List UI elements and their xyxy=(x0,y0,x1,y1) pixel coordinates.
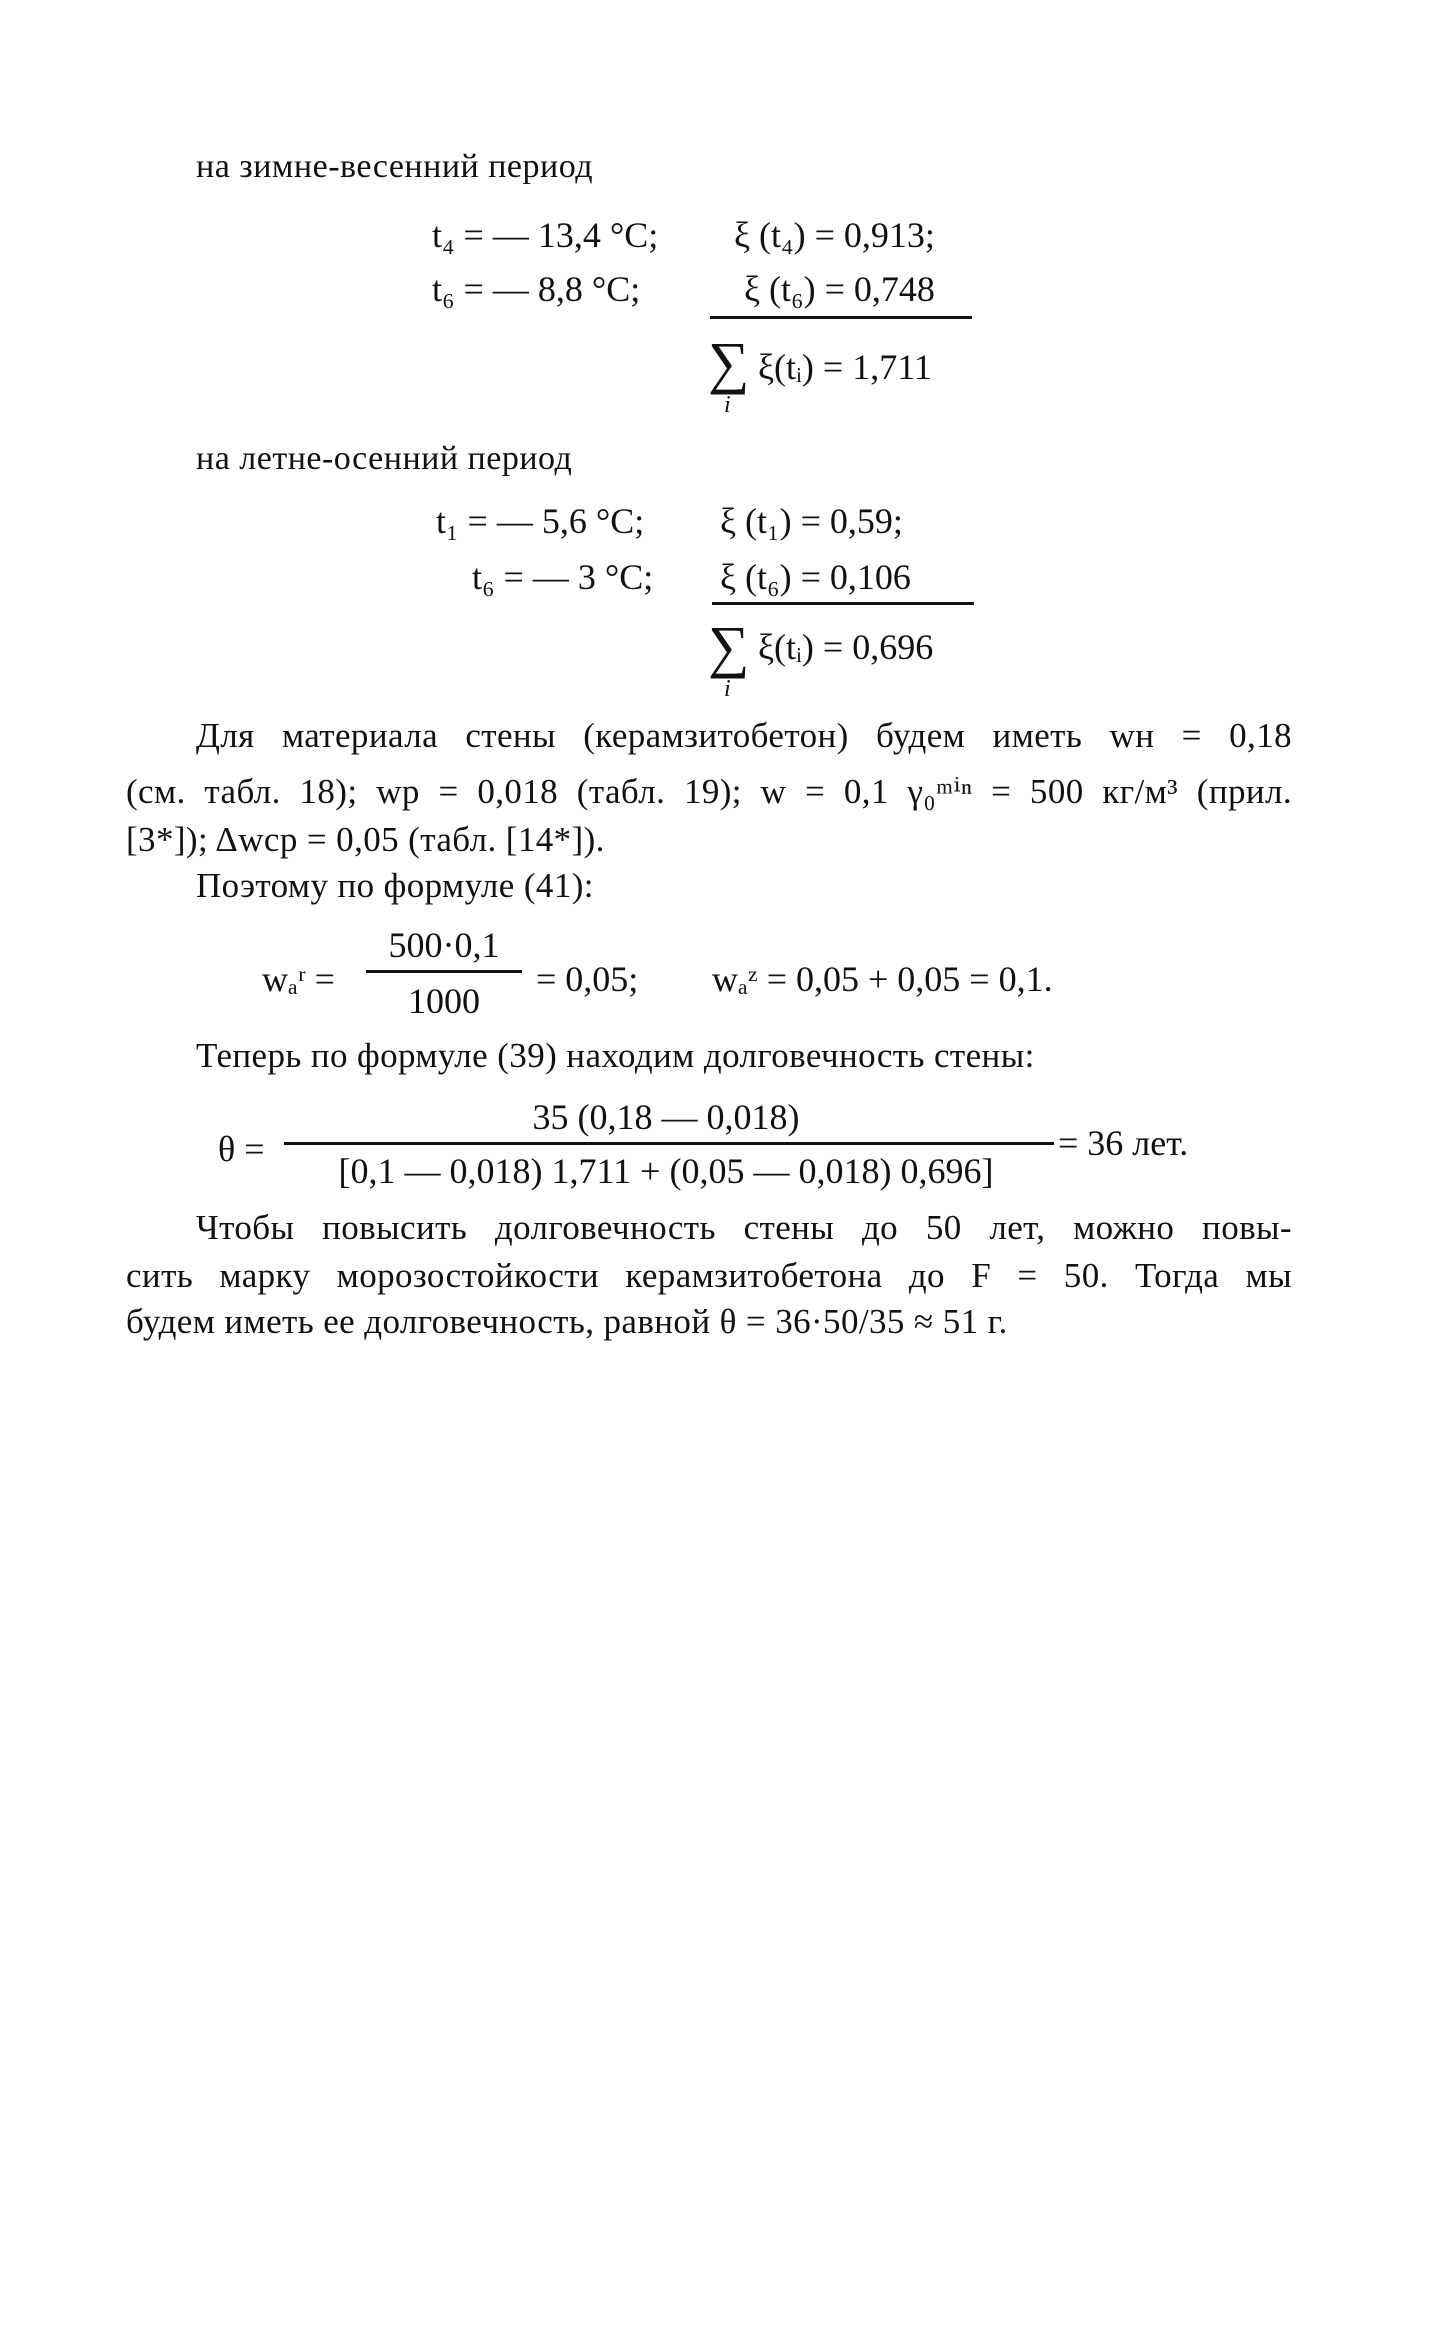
winter-sum-result: ξ(tᵢ) = 1,711 xyxy=(758,347,932,387)
formula39-result: = 36 лет. xyxy=(1058,1123,1189,1163)
summer-sum-result: ξ(tᵢ) = 0,696 xyxy=(758,627,934,667)
winter-sigma-symbol: ∑ xyxy=(708,330,750,395)
formula41-left-symbol: wₐʳ = xyxy=(262,959,335,999)
winter-t6-equation: t₆ = — 8,8 °C; xyxy=(432,269,641,309)
summer-xi-t1-equation: ξ (t₁) = 0,59; xyxy=(720,501,903,541)
summer-t1-equation: t₁ = — 5,6 °C; xyxy=(436,501,645,541)
summer-t6-equation: t₆ = — 3 °C; xyxy=(472,557,654,597)
winter-t4-equation: t₄ = — 13,4 °C; xyxy=(432,215,659,255)
summer-xi-t6-equation: ξ (t₆) = 0,106 xyxy=(720,557,911,597)
winter-xi-t6-equation: ξ (t₆) = 0,748 xyxy=(744,269,935,309)
formula41-fraction-bar xyxy=(366,970,522,973)
paragraph3-line3: будем иметь ее долговечность, равной θ = 36·50/35 ≈ 51 г. xyxy=(126,1302,1008,1341)
summer-sum-index: i xyxy=(724,676,731,702)
formula39-fraction-bar xyxy=(284,1142,1054,1145)
formula41-denominator: 1000 xyxy=(408,981,480,1021)
formula39-numerator: 35 (0,18 — 0,018) xyxy=(532,1097,800,1137)
winter-xi-t4-equation: ξ (t₄) = 0,913; xyxy=(734,215,935,255)
paragraph2-line1: Теперь по формуле (39) находим долговечность стены: xyxy=(196,1036,1035,1075)
paragraph1-line2: (см. табл. 18); wр = 0,018 (табл. 19); w = 0,1 γ₀ᵐⁱⁿ = 500 кг/м³ (прил. xyxy=(126,772,1292,811)
paragraph1-line3: [3*]); Δwср = 0,05 (табл. [14*]). xyxy=(126,820,605,859)
summer-sum-rule xyxy=(712,602,974,605)
winter-sum-rule xyxy=(710,316,972,319)
summer-heading: на летне-осенний период xyxy=(196,440,573,477)
formula41-second-equation: wₐᶻ = 0,05 + 0,05 = 0,1. xyxy=(712,959,1053,999)
formula41-result: = 0,05; xyxy=(536,959,639,999)
paragraph3-line1: Чтобы повысить долговечность стены до 50 лет, можно повы- xyxy=(196,1208,1292,1247)
paragraph1-line4: Поэтому по формуле (41): xyxy=(196,866,594,905)
formula39-left-symbol: θ = xyxy=(218,1129,265,1169)
summer-sigma-symbol: ∑ xyxy=(708,614,750,679)
winter-sum-index: i xyxy=(724,392,731,418)
formula41-numerator: 500·0,1 xyxy=(388,925,500,965)
winter-heading: на зимне-весенний период xyxy=(196,148,594,185)
paragraph3-line2: сить марку морозостойкости керамзитобетона до F = 50. Тогда мы xyxy=(126,1256,1292,1295)
paragraph1-line1: Для материала стены (керамзитобетон) будем иметь wн = 0,18 xyxy=(196,716,1292,755)
formula39-denominator: [0,1 — 0,018) 1,711 + (0,05 — 0,018) 0,696] xyxy=(338,1151,994,1191)
